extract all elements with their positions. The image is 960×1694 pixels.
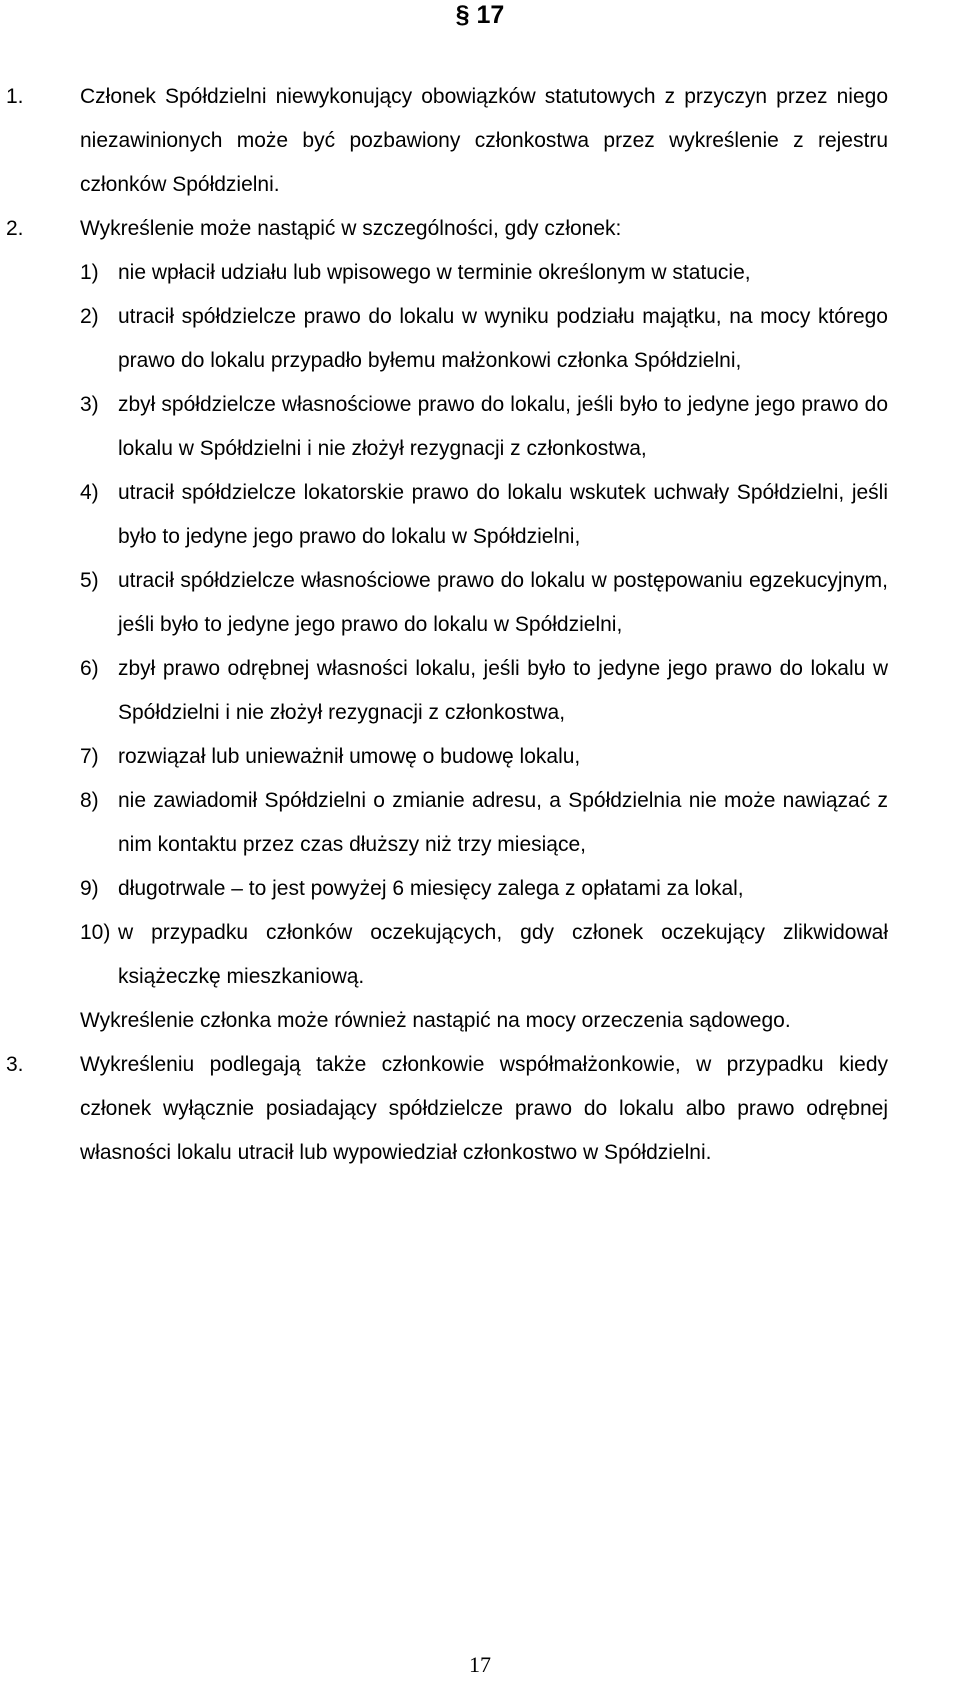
list-item [0,779,960,867]
list-item-number: 9) [80,877,99,900]
paragraph-number: 1. [6,85,24,108]
list-item-number: 10) [80,921,111,944]
condition-list [0,251,960,999]
paragraph-number: 3. [6,1053,24,1076]
list-item-text: długotrwale – to jest powyżej 6 miesięcy zalega z opłatami za lokal, [118,877,744,900]
list-item [0,295,960,383]
section-heading: § 17 [455,1,505,29]
list-item-number: 1) [80,261,99,284]
page-number: 17 [469,1652,491,1677]
list-item-text: nie zawiadomił Spółdzielni o zmianie adresu, a Spółdzielnia nie może nawiązać z nim kontaktu przez czas dłuższy niż trzy miesiące, [118,789,888,856]
list-item-text: nie wpłacił udziału lub wpisowego w terminie określonym w statucie, [118,261,751,284]
paragraph-text: Wykreśleniu podlegają także członkowie współmałżonkowie, w przypadku kiedy członek wyłącznie posiadający spółdzielcze prawo do lokalu albo prawo odrębnej własności lokalu utracił lub wypowiedział członkostwo w Spółdzielni. [80,1053,888,1164]
list-item [0,647,960,735]
list-item-number: 6) [80,657,99,680]
document-body [0,75,960,1175]
list-item-text: zbył prawo odrębnej własności lokalu, jeśli było to jedyne jego prawo do lokalu w Spółdzielni i nie złożył rezygnacji z członkostwa, [118,657,888,724]
list-item [0,911,960,999]
paragraph-text: Członek Spółdzielni niewykonujący obowiązków statutowych z przyczyn przez niego niezawinionych może być pozbawiony członkostwa przez wykreślenie z rejestru członków Spółdzielni. [80,85,888,196]
list-item-text: zbył spółdzielcze własnościowe prawo do lokalu, jeśli było to jedyne jego prawo do lokalu w Spółdzielni i nie złożył rezygnacji z członkostwa, [118,393,888,460]
list-item-text: utracił spółdzielcze lokatorskie prawo do lokalu wskutek uchwały Spółdzielni, jeśli było to jedyne jego prawo do lokalu w Spółdzielni, [118,481,888,548]
list-item [0,559,960,647]
list-item-number: 2) [80,305,99,328]
list-item-number: 8) [80,789,99,812]
paragraph-number: 2. [6,217,24,240]
paragraph-2 [0,207,960,1043]
list-item-text: w przypadku członków oczekujących, gdy członek oczekujący zlikwidował książeczkę mieszkaniową. [118,921,888,988]
list-item-text: utracił spółdzielcze własnościowe prawo do lokalu w postępowaniu egzekucyjnym, jeśli było to jedyne jego prawo do lokalu w Spółdzielni, [118,569,888,636]
list-item [0,471,960,559]
list-item-number: 3) [80,393,99,416]
list-item [0,383,960,471]
list-item-text: utracił spółdzielcze prawo do lokalu w wyniku podziału majątku, na mocy którego prawo do lokalu przypadło byłemu małżonkowi członka Spółdzielni, [118,305,888,372]
list-item-number: 5) [80,569,99,592]
list-item [0,735,960,779]
paragraph-text: Wykreślenie może nastąpić w szczególności, gdy członek: [80,217,622,240]
list-item-number: 4) [80,481,99,504]
list-item-number: 7) [80,745,99,768]
list-item [0,251,960,295]
paragraph-note: Wykreślenie członka może również nastąpić na mocy orzeczenia sądowego. [80,1009,791,1032]
list-item-text: rozwiązał lub unieważnił umowę o budowę lokalu, [118,745,581,768]
list-item [0,867,960,911]
paragraph-3 [0,1043,960,1175]
paragraph-1 [0,75,960,207]
